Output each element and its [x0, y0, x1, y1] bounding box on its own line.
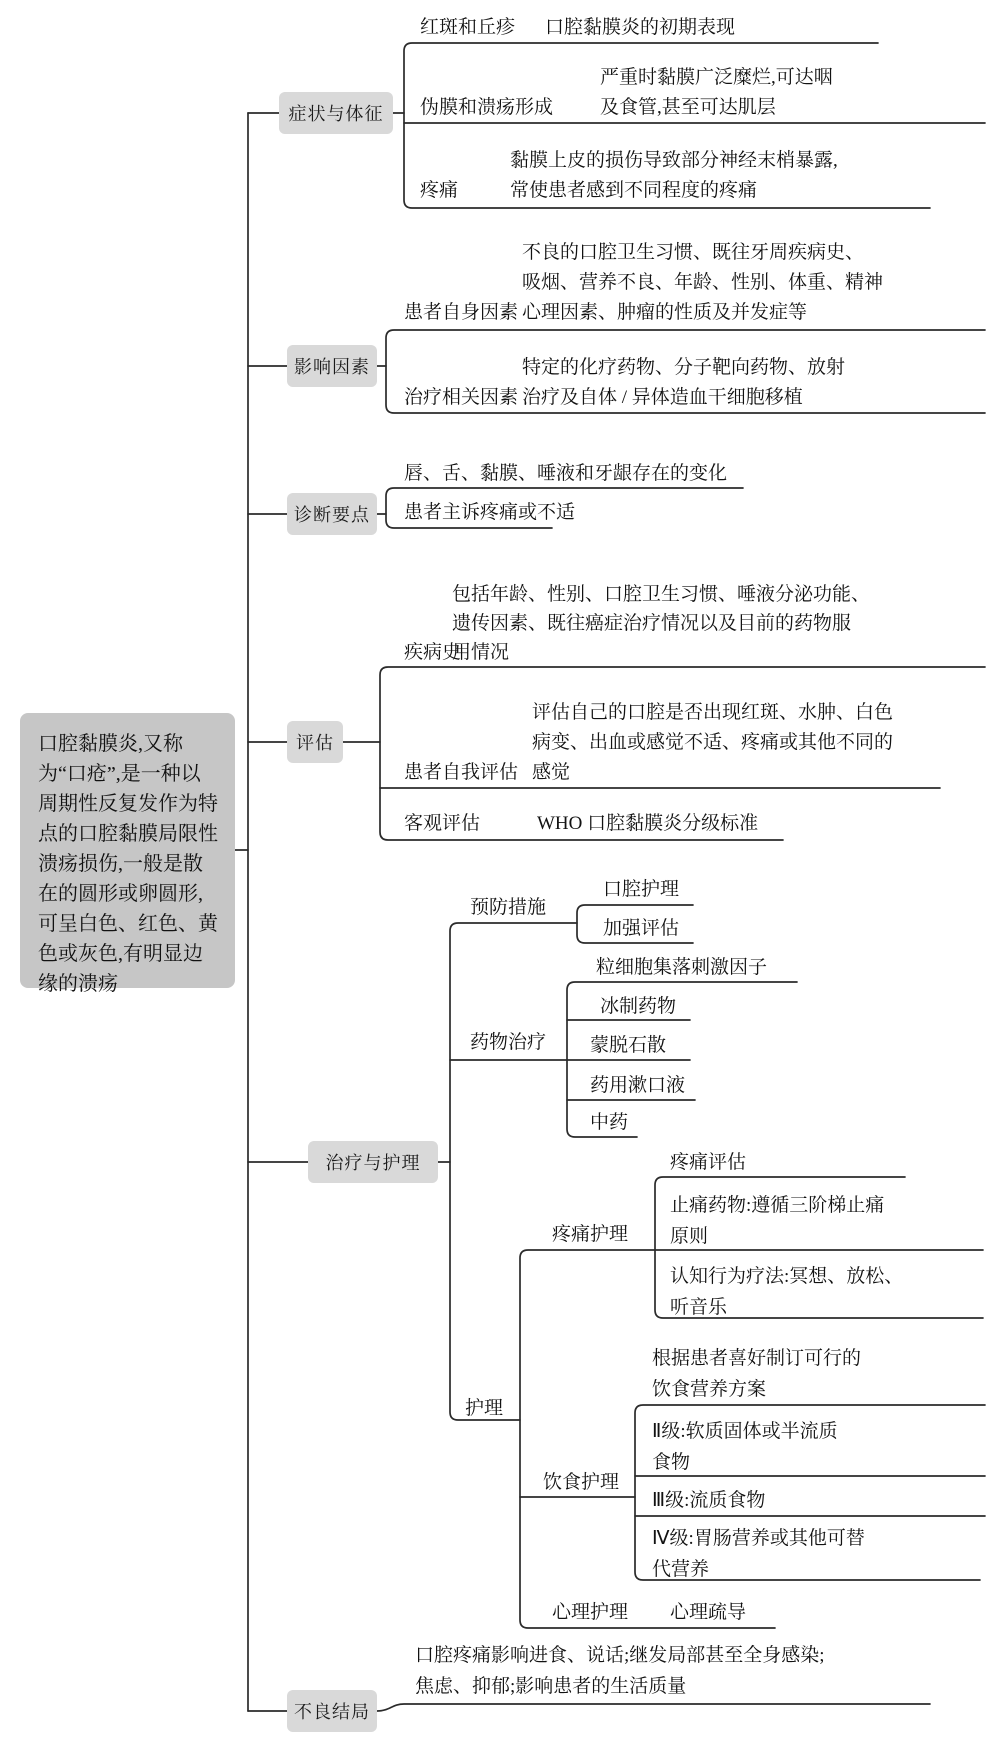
erythema-label: 红斑和丘疹 — [420, 17, 516, 38]
diagnosis-item-1: 唇、舌、黏膜、唾液和牙龈存在的变化 — [404, 463, 728, 484]
adverse-outcome-line2: 焦虑、抑郁;影响患者的生活质量 — [415, 1676, 687, 1697]
pseudomembrane-label: 伪膜和溃疡形成 — [420, 97, 554, 118]
root-node: 口腔黏膜炎,又称为“口疮”,是一种以周期性反复发作为特点的口腔黏膜局限性溃疡损伤,一般是散在的圆形或卵圆形,可呈白色、红色、黄色或灰色,有明显边缘的溃疡 — [20, 713, 235, 988]
disease-history-label: 疾病史 — [404, 642, 462, 663]
prevention-oral-care: 口腔护理 — [603, 879, 680, 900]
b5-main-bracket — [450, 923, 577, 1420]
patient-factor-desc-line3: 心理因素、肿瘤的性质及并发症等 — [522, 302, 808, 323]
diagnosis-item-2: 患者主诉疼痛或不适 — [404, 502, 576, 523]
pseudomembrane-desc-line2: 及食管,甚至可达肌层 — [600, 97, 776, 118]
pain-desc-line1: 黏膜上皮的损伤导致部分神经末梢暴露, — [510, 150, 838, 171]
medication-ice: 冰制药物 — [600, 996, 677, 1017]
adverse-outcome-line1: 口腔疼痛影响进食、说话;继发局部甚至全身感染; — [415, 1645, 825, 1666]
prevention-label: 预防措施 — [470, 897, 547, 918]
psych-care-label: 心理护理 — [552, 1602, 629, 1623]
self-assessment-desc-line1: 评估自己的口腔是否出现红斑、水肿、白色 — [532, 702, 894, 723]
pain-assessment-item: 疼痛评估 — [670, 1152, 747, 1173]
diet-grade3-item: Ⅲ级:流质食物 — [652, 1490, 766, 1511]
nursing-label: 护理 — [465, 1398, 504, 1419]
prevention-strengthen-assessment: 加强评估 — [603, 918, 680, 939]
branch-box-diagnosis: 诊断要点 — [287, 493, 377, 535]
disease-history-desc-line3: 用情况 — [452, 642, 510, 663]
disease-history-desc-line2: 遗传因素、既往癌症治疗情况以及目前的药物服 — [452, 613, 852, 634]
self-assessment-desc-line3: 感觉 — [532, 762, 571, 783]
medication-tcm: 中药 — [590, 1112, 629, 1133]
objective-assessment-label: 客观评估 — [404, 813, 481, 834]
branch-box-treatment-care: 治疗与护理 — [308, 1141, 438, 1183]
medication-montmorillonite: 蒙脱石散 — [590, 1035, 667, 1056]
treatment-factor-desc-line2: 治疗及自体 / 异体造血干细胞移植 — [522, 387, 803, 408]
medication-gcsf: 粒细胞集落刺激因子 — [596, 957, 768, 978]
treatment-factor-desc-line1: 特定的化疗药物、分子靶向药物、放射 — [522, 357, 846, 378]
psych-counseling-item: 心理疏导 — [670, 1602, 747, 1623]
branch-box-symptoms: 症状与体征 — [279, 92, 393, 134]
objective-assessment-desc: WHO 口腔黏膜炎分级标准 — [537, 813, 759, 834]
diet-grade4-line1: Ⅳ级:胃肠营养或其他可替 — [652, 1528, 865, 1549]
erythema-desc: 口腔黏膜炎的初期表现 — [545, 17, 736, 38]
diet-grade2-line1: Ⅱ级:软质固体或半流质 — [652, 1421, 838, 1442]
treatment-factor-label: 治疗相关因素 — [404, 387, 519, 408]
self-assessment-desc-line2: 病变、出血或感觉不适、疼痛或其他不同的 — [532, 732, 894, 753]
patient-factor-label: 患者自身因素 — [404, 302, 519, 323]
pain-desc-line2: 常使患者感到不同程度的疼痛 — [510, 180, 758, 201]
branch-box-factors: 影响因素 — [287, 345, 377, 387]
cbt-item-line1: 认知行为疗法:冥想、放松、 — [670, 1266, 904, 1287]
diet-grade2-line2: 食物 — [652, 1452, 691, 1473]
diet-plan-line1: 根据患者喜好制订可行的 — [652, 1348, 862, 1369]
cbt-item-line2: 听音乐 — [670, 1297, 728, 1318]
branch-box-adverse-outcome: 不良结局 — [287, 1690, 377, 1732]
analgesic-item-line1: 止痛药物:遵循三阶梯止痛 — [670, 1195, 885, 1216]
branch-box-assessment: 评估 — [287, 721, 343, 763]
self-assessment-label: 患者自我评估 — [404, 762, 519, 783]
disease-history-desc-line1: 包括年龄、性别、口腔卫生习惯、唾液分泌功能、 — [452, 584, 871, 605]
analgesic-item-line2: 原则 — [670, 1226, 709, 1247]
diet-plan-line2: 饮食营养方案 — [652, 1379, 767, 1400]
diet-grade4-line2: 代营养 — [652, 1559, 710, 1580]
pseudomembrane-desc-line1: 严重时黏膜广泛糜烂,可达咽 — [600, 67, 833, 88]
medication-mouthwash: 药用漱口液 — [590, 1075, 686, 1096]
medication-label: 药物治疗 — [470, 1032, 547, 1053]
pain-care-label: 疼痛护理 — [552, 1224, 629, 1245]
diet-care-label: 饮食护理 — [543, 1472, 620, 1493]
patient-factor-desc-line2: 吸烟、营养不良、年龄、性别、体重、精神 — [522, 272, 884, 293]
b6-elbow — [377, 1704, 930, 1711]
patient-factor-desc-line1: 不良的口腔卫生习惯、既往牙周疾病史、 — [522, 242, 865, 263]
pain-label: 疼痛 — [420, 180, 459, 201]
